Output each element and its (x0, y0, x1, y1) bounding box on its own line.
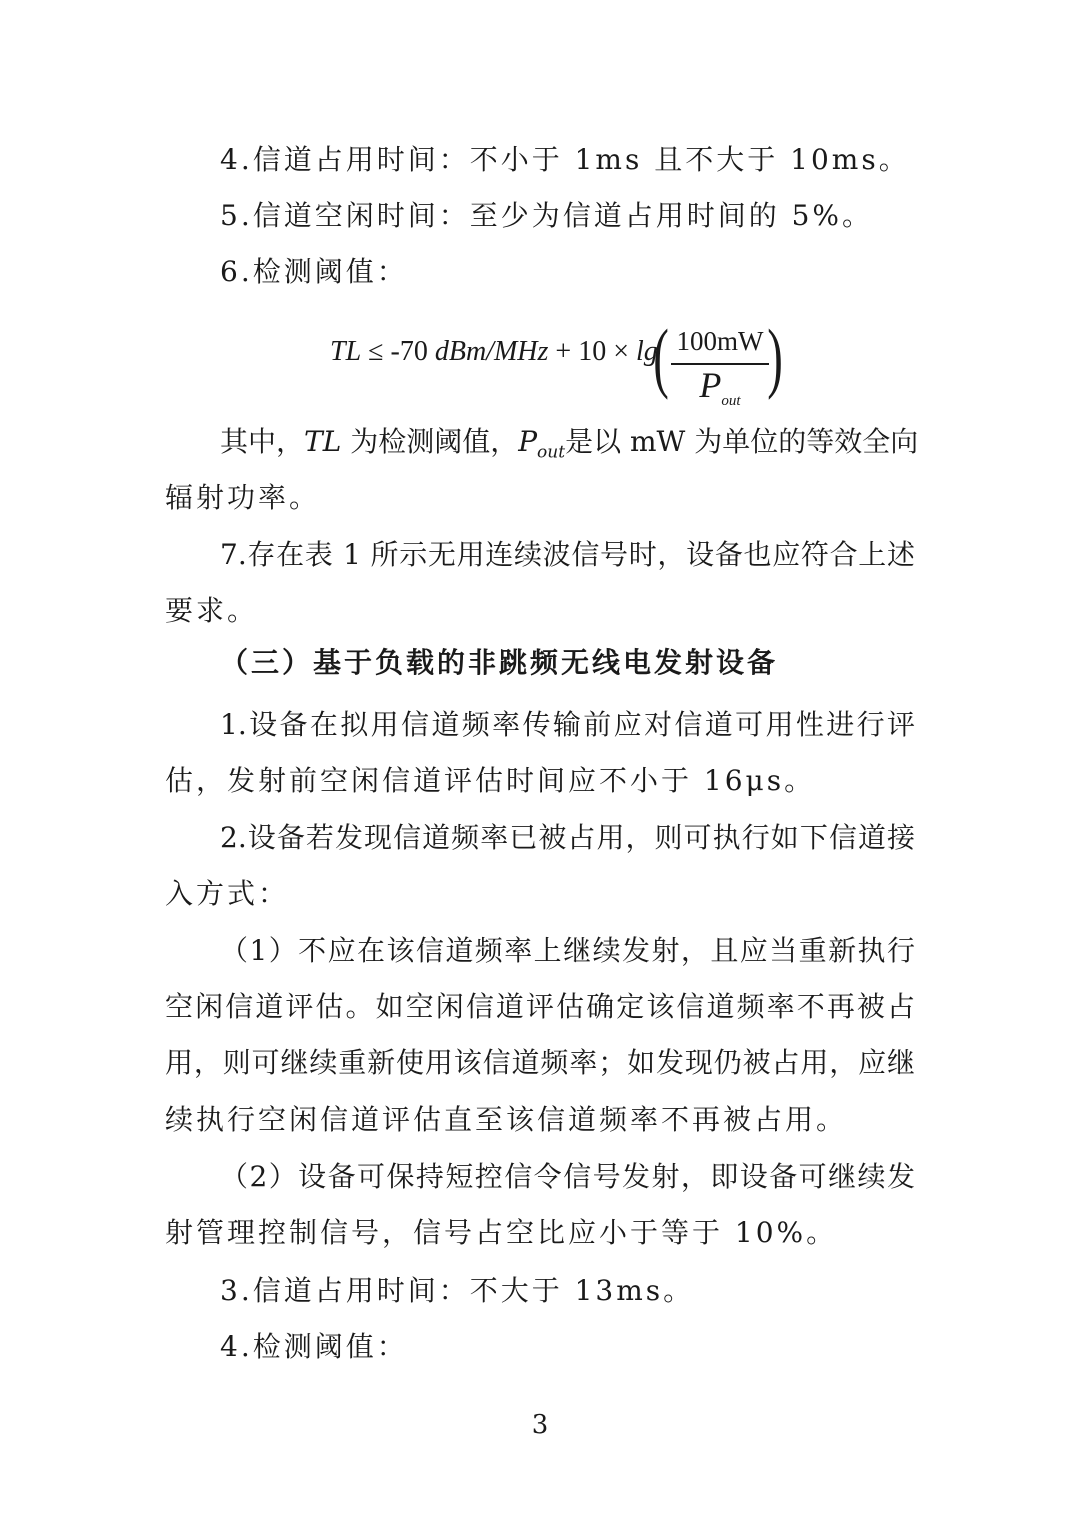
formula-numerator: 100mW (676, 326, 764, 356)
where-p: P (518, 425, 538, 458)
formula-unit: dBm/MHz (427, 336, 549, 367)
where-text-a: 其中， (220, 425, 305, 458)
where-text-b: 为检测阈值， (341, 425, 519, 458)
paragraph-b4: 4.检测阈值： (220, 1330, 408, 1363)
paragraph-b2-line-1: 2.设备若发现信道频率已被占用，则可执行如下信道接 (220, 821, 915, 854)
paragraph-item-4: 4.信道占用时间：不小于 1ms 且不大于 10ms。 (220, 143, 910, 176)
formula-lg: lg (636, 336, 658, 367)
page-number: 3 (531, 1410, 549, 1440)
paragraph-item-7-line-1: 7.存在表 1 所示无用连续波信号时，设备也应符合上述 (220, 538, 915, 571)
where-p-sub: out (537, 442, 566, 463)
formula-denominator-sub: out (721, 393, 741, 410)
subitem-1-line-4: 续执行空闲信道评估直至该信道频率不再被占用。 (165, 1103, 848, 1136)
section-heading: （三）基于负载的非跳频无线电发射设备 (220, 646, 779, 679)
where-clause-line-2: 辐射功率。 (165, 481, 321, 514)
formula-close-paren: ) (767, 313, 783, 400)
where-tl: TL (304, 425, 342, 458)
where-text-c: 是以 mW 为单位的等效全向 (565, 425, 919, 458)
paragraph-item-7-line-2: 要求。 (165, 594, 259, 627)
paragraph-b2-line-2: 入方式： (165, 877, 290, 910)
paragraph-b3: 3.信道占用时间：不大于 13ms。 (220, 1274, 695, 1307)
subitem-1-line-3: 用，则可继续重新使用该信道频率；如发现仍被占用，应继 (165, 1046, 915, 1079)
detection-threshold-formula (330, 313, 790, 410)
subitem-2-line-2: 射管理控制信号，信号占空比应小于等于 10%。 (165, 1216, 838, 1249)
paragraph-item-5: 5.信道空闲时间：至少为信道占用时间的 5%。 (220, 199, 874, 232)
subitem-1-line-2: 空闲信道评估。如空闲信道评估确定该信道频率不再被占 (165, 990, 915, 1023)
where-clause-line-1 (220, 422, 919, 463)
formula-const: -70 (390, 336, 428, 367)
paragraph-b1-line-1: 1.设备在拟用信道频率传输前应对信道可用性进行评 (220, 708, 915, 741)
formula-left-side (330, 336, 658, 368)
formula-denominator-p: P (699, 365, 722, 405)
subitem-2-line-1: （2）设备可保持短控信令信号发射，即设备可继续发 (220, 1160, 915, 1193)
formula-denominator (670, 364, 770, 410)
subitem-1-line-1: （1）不应在该信道频率上继续发射，且应当重新执行 (220, 934, 915, 967)
paragraph-item-6: 6.检测阈值： (220, 255, 408, 288)
formula-tl: TL (330, 336, 362, 367)
formula-plus: + 10 × (548, 336, 636, 367)
formula-le: ≤ (361, 336, 391, 367)
paragraph-b1-line-2: 估，发射前空闲信道评估时间应不小于 16μs。 (165, 764, 816, 797)
formula-open-paren: ( (653, 313, 669, 400)
